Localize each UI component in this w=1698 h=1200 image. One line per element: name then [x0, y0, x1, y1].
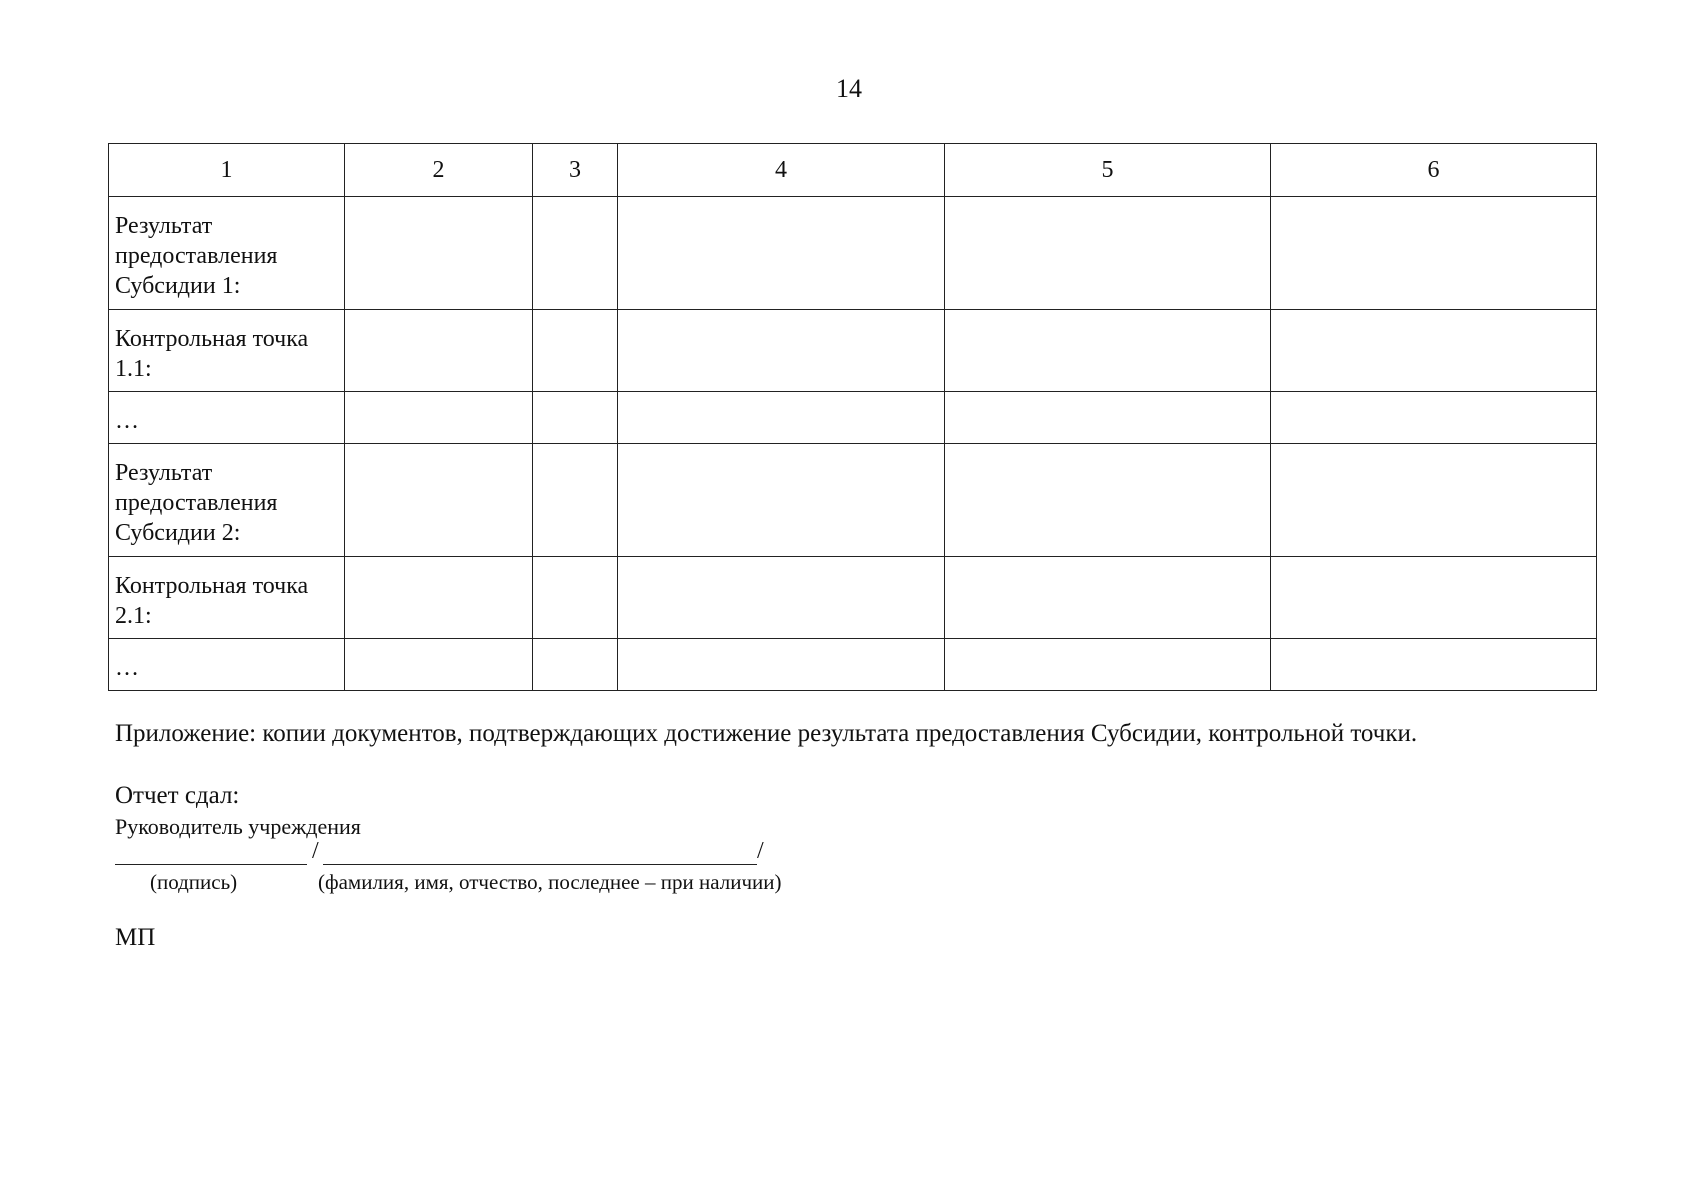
name-line [323, 864, 757, 865]
table-cell [345, 197, 533, 310]
column-header: 3 [533, 144, 618, 197]
table-row [109, 639, 1597, 691]
table-cell [945, 639, 1271, 691]
table-cell [1271, 557, 1597, 639]
signature-line [115, 864, 307, 865]
table-row [109, 310, 1597, 392]
table-cell [533, 310, 618, 392]
table-cell [533, 444, 618, 557]
table-cell [618, 444, 945, 557]
table-cell [618, 392, 945, 444]
table-cell [945, 557, 1271, 639]
table-row [109, 392, 1597, 444]
report-table [108, 143, 1597, 691]
table-cell [1271, 197, 1597, 310]
table-cell [945, 392, 1271, 444]
table-cell [618, 557, 945, 639]
signature-separator: / [312, 838, 319, 864]
row-label: Контрольная точка 1.1: [109, 310, 345, 392]
table-cell [945, 197, 1271, 310]
name-caption: (фамилия, имя, отчество, последнее – при наличии) [318, 870, 782, 894]
column-header: 1 [109, 144, 345, 197]
table-cell [1271, 392, 1597, 444]
table-cell [1271, 310, 1597, 392]
table-row [109, 557, 1597, 639]
table-cell [345, 444, 533, 557]
page-number: 14 [836, 74, 862, 103]
table-cell [345, 639, 533, 691]
table-row [109, 197, 1597, 310]
table-cell [345, 392, 533, 444]
submitted-label: Отчет сдал: [115, 782, 240, 809]
column-header: 6 [1271, 144, 1597, 197]
table-cell [945, 310, 1271, 392]
table-cell [533, 392, 618, 444]
row-label: Контрольная точка 2.1: [109, 557, 345, 639]
table-cell [945, 444, 1271, 557]
table-cell [618, 310, 945, 392]
table-row [109, 444, 1597, 557]
table-cell [1271, 444, 1597, 557]
name-line-end: / [757, 838, 764, 864]
row-label: … [109, 639, 345, 691]
column-header: 5 [945, 144, 1271, 197]
row-label: … [109, 392, 345, 444]
table-cell [1271, 639, 1597, 691]
table-cell [533, 557, 618, 639]
table-cell [533, 639, 618, 691]
table-cell [618, 639, 945, 691]
signature-caption: (подпись) [150, 870, 238, 894]
column-header: 2 [345, 144, 533, 197]
row-label: Результат предоставления Субсидии 1: [109, 197, 345, 310]
table-header-row [109, 144, 1597, 197]
table-cell [618, 197, 945, 310]
column-header: 4 [618, 144, 945, 197]
table-cell [533, 197, 618, 310]
table-cell [345, 557, 533, 639]
table-cell [345, 310, 533, 392]
row-label: Результат предоставления Субсидии 2: [109, 444, 345, 557]
position-label: Руководитель учреждения [115, 814, 361, 839]
attachment-note: Приложение: копии документов, подтверждающих достижение результата предоставления Субсидии, контрольной точки. [115, 720, 1418, 747]
stamp-label: МП [115, 924, 156, 951]
